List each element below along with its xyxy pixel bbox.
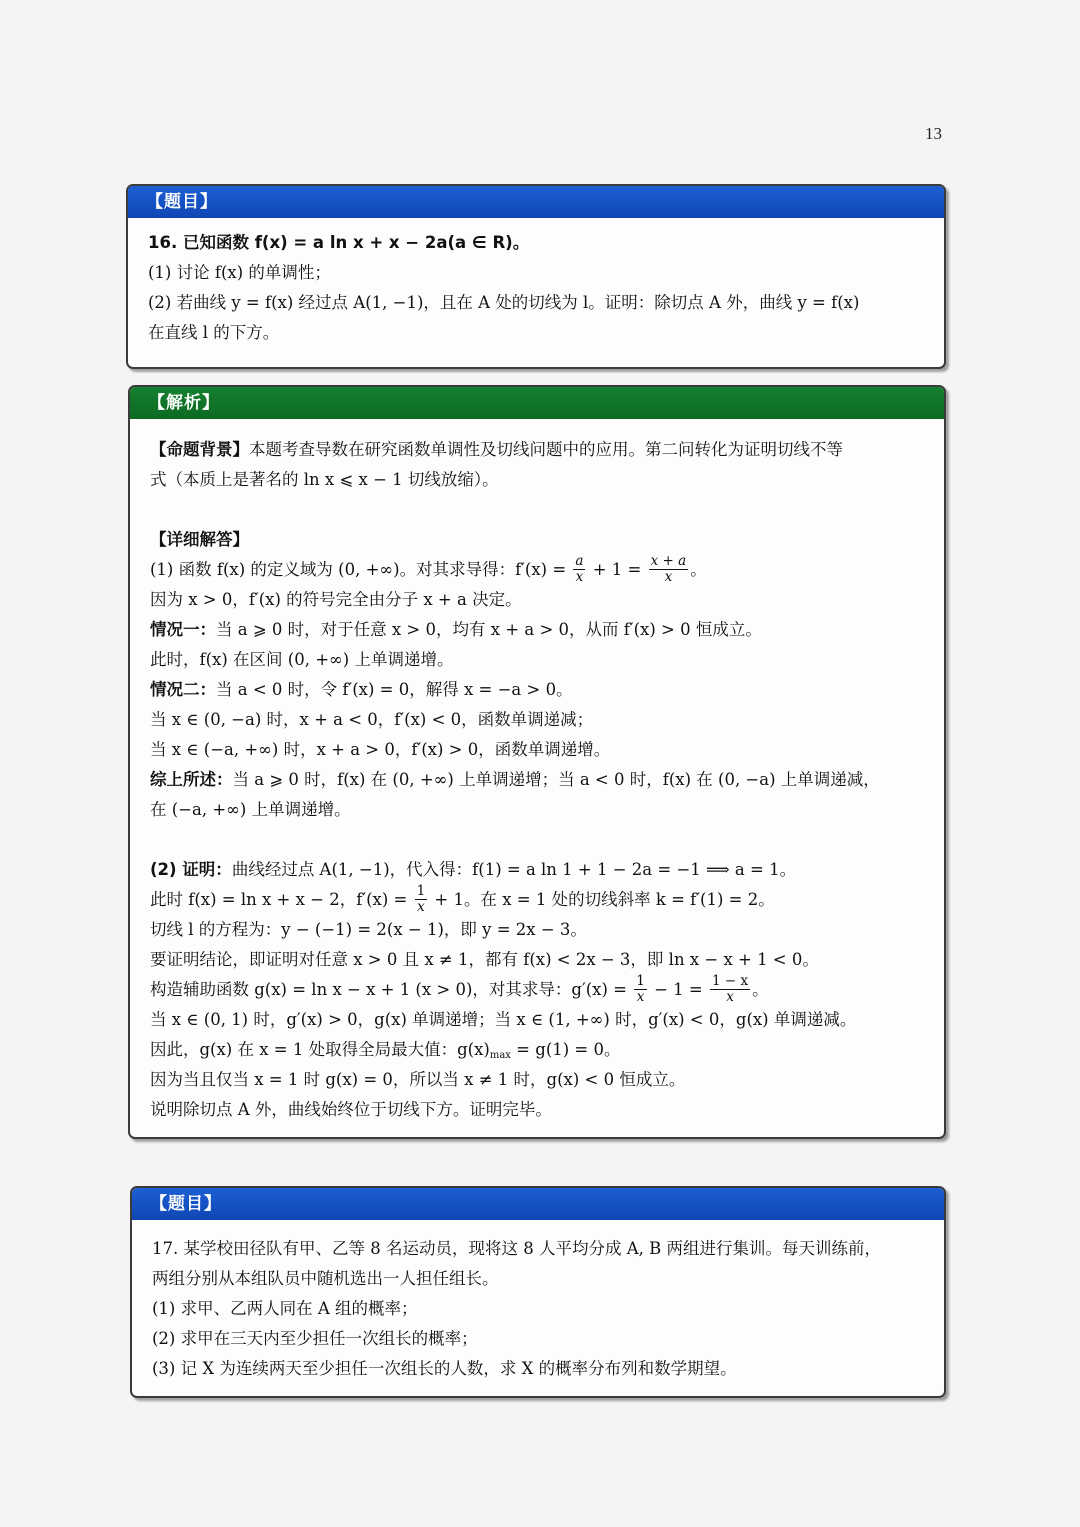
question-17-part-2: (2) 求甲在三天内至少担任一次组长的概率；	[152, 1329, 478, 1348]
question-header: 【题目】	[128, 186, 944, 218]
part-1-derivative: (1) 函数 f(x) 的定义域为 (0, +∞)。对其求导得：f′(x) = $\frac{a}{x}$ + 1 = $\frac{x + a}{x}$ 。	[150, 552, 707, 585]
question-17-stem-cont: 两组分别从本组队员中随机选出一人担任组长。	[152, 1269, 499, 1288]
question-17-body	[132, 1220, 944, 1384]
fraction-x-plus-a-over-x: $\frac{x + a}{x}$	[650, 552, 687, 585]
question-16-box	[126, 184, 946, 369]
summary: 综上所述：当 a ⩾ 0 时，f(x) 在 (0, +∞) 上单调递增；当 a < 0 时，f(x) 在 (0, −a) 上单调递减，	[150, 770, 880, 789]
analysis-body	[130, 419, 944, 1125]
part-1-sign: 因为 x > 0，f′(x) 的符号完全由分子 x + a 决定。	[150, 590, 522, 609]
page-number: 13	[925, 124, 942, 143]
question-17-box	[130, 1186, 946, 1398]
background-line-1: 【命题背景】本题考查导数在研究函数单调性及切线问题中的应用。第二问转化为证明切线不等	[150, 440, 843, 459]
part-2-goal: 要证明结论，即证明对任意 x > 0 且 x ≠ 1，都有 f(x) < 2x − 3，即 ln x − x + 1 < 0。	[150, 950, 819, 969]
part-2-monotonicity: 当 x ∈ (0, 1) 时，g′(x) > 0，g(x) 单调递增；当 x ∈ (1, +∞) 时，g′(x) < 0，g(x) 单调递减。	[150, 1010, 857, 1029]
part-2-negative: 因为当且仅当 x = 1 时 g(x) = 0，所以当 x ≠ 1 时，g(x) < 0 恒成立。	[150, 1070, 686, 1089]
question-16-part-1: (1) 讨论 f(x) 的单调性；	[148, 263, 331, 282]
question-17-part-1: (1) 求甲、乙两人同在 A 组的概率；	[152, 1299, 418, 1318]
detail-label: 【详细解答】	[150, 530, 249, 549]
fraction-1-over-x-2: $\frac{1}{x}$	[636, 972, 645, 1005]
part-2-conclusion: 说明除切点 A 外，曲线始终位于切线下方。证明完毕。	[150, 1100, 552, 1119]
part-2-auxiliary: 构造辅助函数 g(x) = ln x − x + 1 (x > 0)，对其求导：g′(x) = $\frac{1}{x}$ − 1 = $\frac{1 - x}{x}$ 。	[150, 972, 769, 1005]
question-17-stem: 17. 某学校田径队有甲、乙等 8 名运动员，现将这 8 人平均分成 A, B 两组进行集训。每天训练前，	[152, 1239, 881, 1258]
case-2: 情况二：当 a < 0 时，令 f′(x) = 0，解得 x = −a > 0。	[150, 680, 573, 699]
case-1-conclusion: 此时，f(x) 在区间 (0, +∞) 上单调递增。	[150, 650, 454, 669]
case-2-decreasing: 当 x ∈ (0, −a) 时，x + a < 0，f′(x) < 0，函数单调递减；	[150, 710, 594, 729]
fraction-1-over-x: $\frac{1}{x}$	[416, 882, 426, 915]
part-2-proof: (2) 证明：曲线经过点 A(1, −1)，代入得：f(1) = a ln 1 + 1 − 2a = −1 ⟹ a = 1。	[150, 860, 797, 879]
question-16-body	[128, 218, 944, 348]
analysis-header: 【解析】	[130, 387, 944, 419]
question-16-stem: 16. 已知函数 f(x) = a ln x + x − 2a(a ∈ R)。	[148, 233, 530, 252]
fraction-a-over-x: $\frac{a}{x}$	[575, 552, 584, 585]
question-header: 【题目】	[132, 1188, 944, 1220]
question-16-part-2: (2) 若曲线 y = f(x) 经过点 A(1, −1)，且在 A 处的切线为 l。证明：除切点 A 外，曲线 y = f(x)	[148, 293, 860, 312]
part-2-slope: 此时 f(x) = ln x + x − 2，f′(x) = $\frac{1}{x}$ + 1。在 x = 1 处的切线斜率 k = f′(1) = 2。	[150, 882, 775, 915]
case-2-increasing: 当 x ∈ (−a, +∞) 时，x + a > 0，f′(x) > 0，函数单调递增。	[150, 740, 611, 759]
background-label: 【命题背景】	[150, 440, 249, 459]
question-16-part-2-cont: 在直线 l 的下方。	[148, 323, 280, 342]
fraction-1-minus-x-over-x: $\frac{1 - x}{x}$	[711, 972, 749, 1005]
analysis-box	[128, 385, 946, 1139]
summary-cont: 在 (−a, +∞) 上单调递增。	[150, 800, 351, 819]
case-1: 情况一：当 a ⩾ 0 时，对于任意 x > 0，均有 x + a > 0，从而 f′(x) > 0 恒成立。	[150, 620, 762, 639]
background-line-2: 式（本质上是著名的 ln x ⩽ x − 1 切线放缩）。	[150, 470, 499, 489]
question-17-part-3: (3) 记 X 为连续两天至少担任一次组长的人数，求 X 的概率分布列和数学期望。	[152, 1359, 737, 1378]
part-2-tangent: 切线 l 的方程为：y − (−1) = 2(x − 1)，即 y = 2x − 3。	[150, 920, 587, 939]
part-2-maximum: 因此，g(x) 在 x = 1 处取得全局最大值：$g(x)_{max} = g(1) = 0$。	[150, 1040, 621, 1061]
